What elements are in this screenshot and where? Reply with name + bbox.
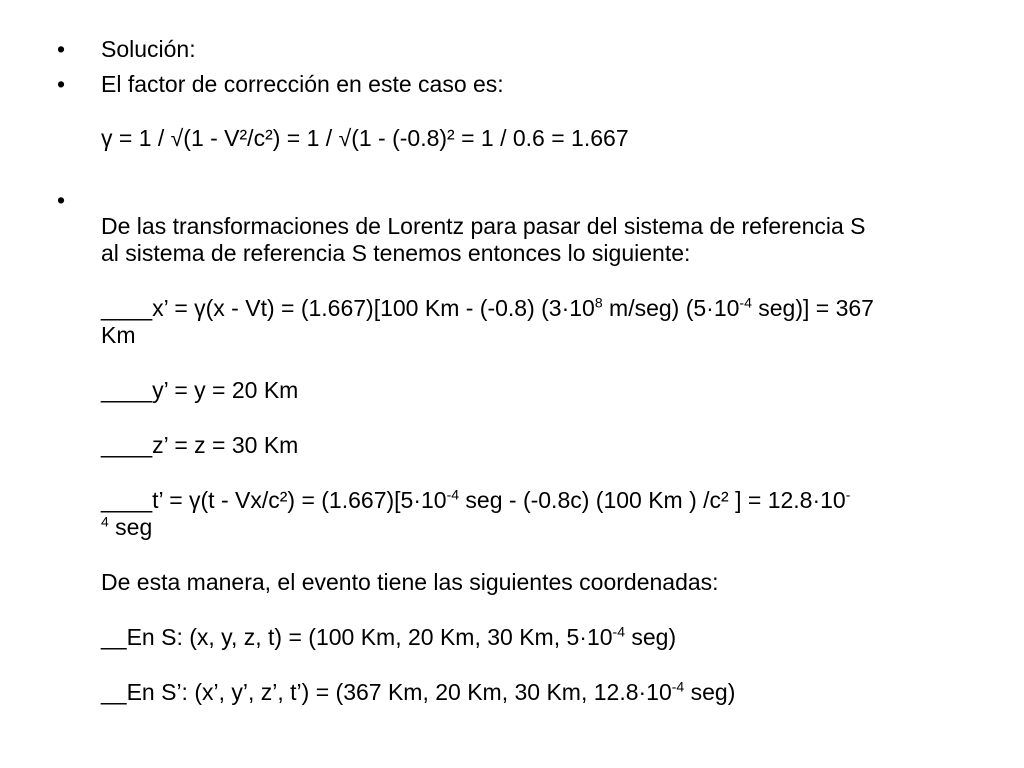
x-transform-part-2: m/seg) (5·10	[602, 295, 740, 321]
t-transform-exp-2: -	[845, 486, 851, 503]
bullet-3: •	[57, 187, 66, 213]
t-transform-part-2: seg - (-0.8c) (100 Km ) /c² ] = 12.8·10	[459, 487, 846, 513]
bullet-1: •	[57, 36, 66, 62]
coordinates-s-part-1: __En S: (x, y, z, t) = (100 Km, 20 Km, 30 Km, 5·10	[101, 624, 613, 650]
x-transform-part-1: ____x’ = γ(x - Vt) = (1.667)[100 Km - (-0.8) (3·10	[101, 295, 595, 321]
z-transform: ____z’ = z = 30 Km	[101, 432, 299, 458]
t-transform-exp-3: 4	[101, 513, 109, 530]
t-transform-unit: seg	[108, 514, 153, 540]
t-transform-exp-1: -4	[446, 486, 460, 503]
t-transform-part-1: ____t’ = γ(t - Vx/c²) = (1.667)[5·10	[101, 487, 447, 513]
coordinates-s-prime-part-2: seg)	[684, 679, 736, 705]
coordinates-s-prime	[101, 679, 735, 706]
coordinates-s-prime-exp: -4	[671, 678, 685, 695]
coordinates-s-part-2: seg)	[624, 624, 677, 650]
x-transform-exp-2: -4	[739, 294, 752, 311]
t-transform	[101, 487, 850, 514]
x-transform-part-3: seg)] = 367	[751, 295, 874, 321]
x-transform-exp-1: 8	[594, 294, 603, 311]
solution-heading: Solución:	[101, 36, 196, 62]
correction-factor-intro: El factor de corrección en este caso es:	[101, 71, 504, 97]
coordinates-s-exp: -4	[612, 623, 625, 640]
coordinates-intro: De esta manera, el evento tiene las siguientes coordenadas:	[101, 569, 719, 595]
x-transform-unit: Km	[101, 322, 136, 348]
lorentz-intro-line-2: al sistema de referencia S tenemos entonces lo siguiente:	[101, 240, 691, 266]
x-transform	[101, 295, 874, 322]
coordinates-s-prime-part-1: __En S’: (x’, y’, z’, t’) = (367 Km, 20 Km, 30 Km, 12.8·10	[101, 679, 672, 705]
y-transform: ____y’ = y = 20 Km	[101, 377, 299, 403]
lorentz-intro-line-1: De las transformaciones de Lorentz para pasar del sistema de referencia S	[101, 213, 866, 239]
t-transform-continuation	[101, 514, 152, 541]
coordinates-s	[101, 624, 676, 651]
gamma-equation: γ = 1 / √(1 - V²/c²) = 1 / √(1 - (-0.8)² = 1 / 0.6 = 1.667	[101, 125, 629, 151]
bullet-2: •	[57, 71, 66, 97]
